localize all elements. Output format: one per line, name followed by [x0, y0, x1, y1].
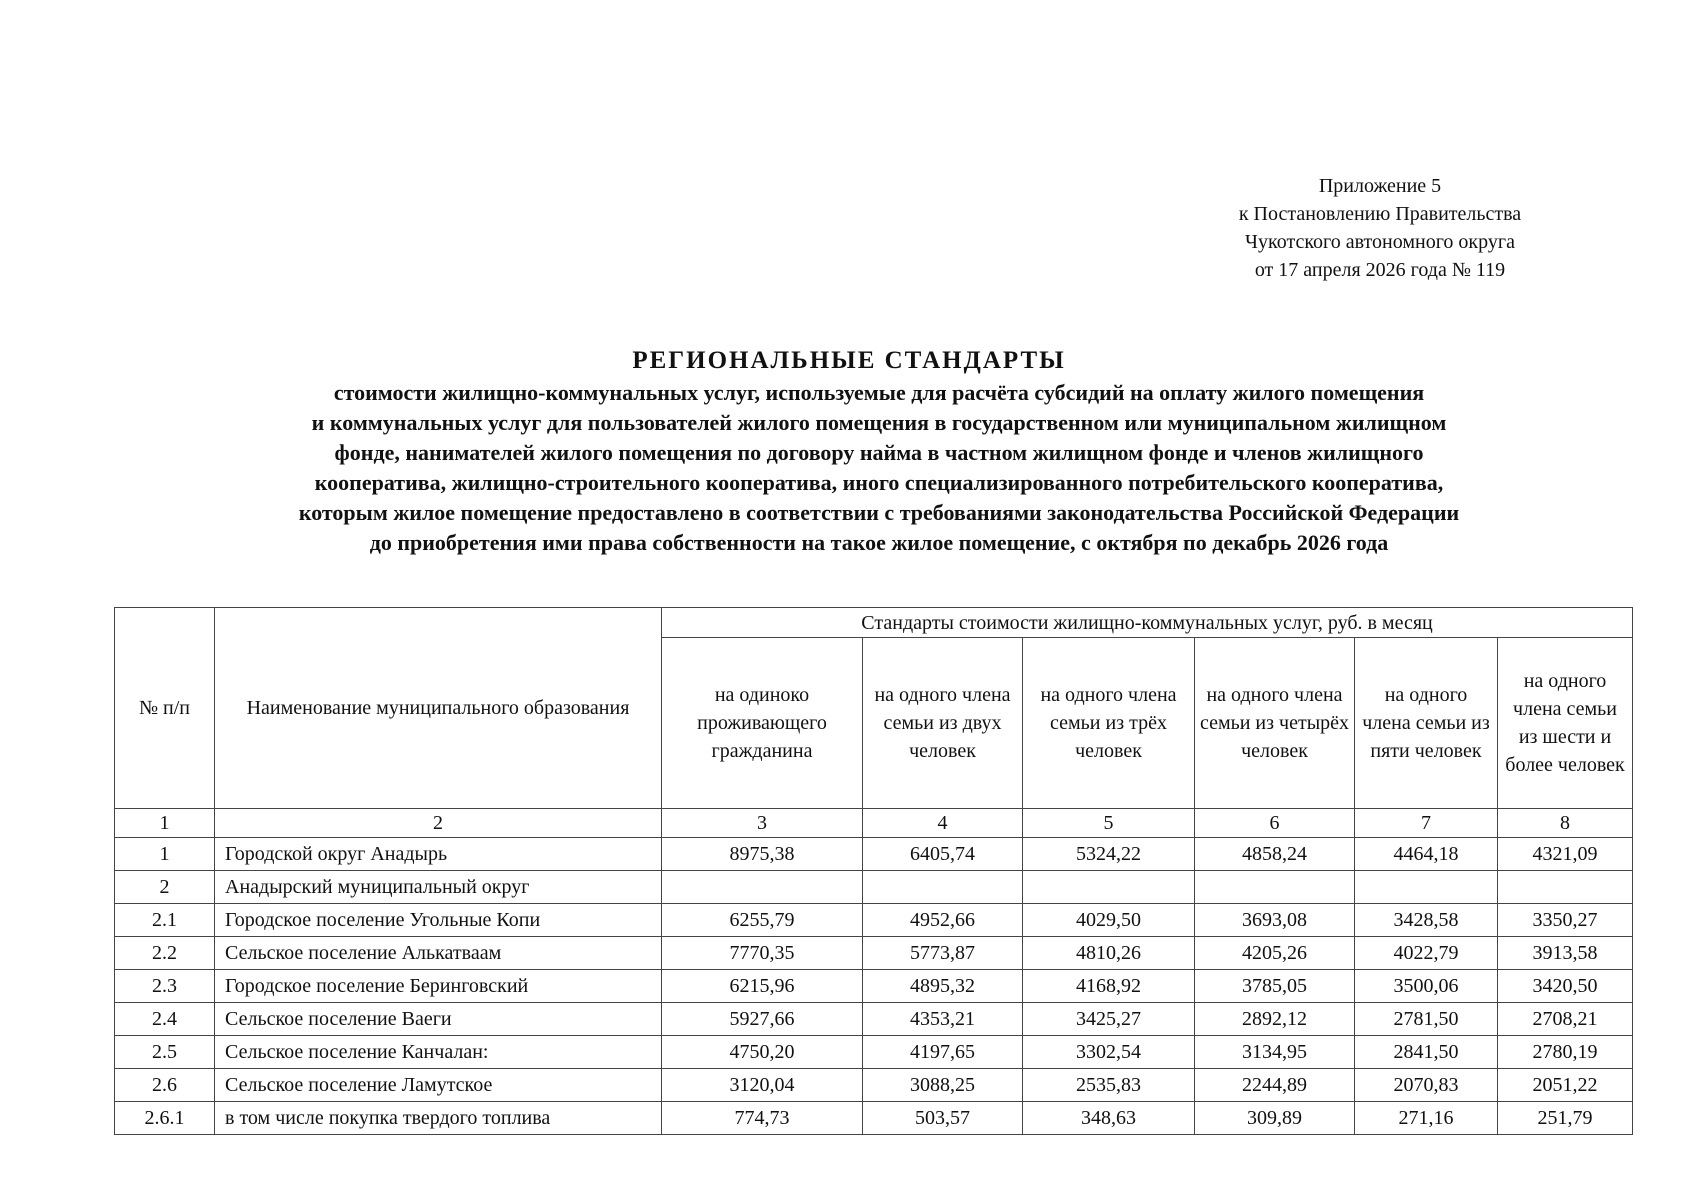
column-number: 7: [1355, 809, 1498, 838]
standard-value: 4353,21: [863, 1003, 1023, 1036]
row-number: 2.6: [115, 1069, 215, 1102]
standard-value: [863, 871, 1023, 904]
municipality-name: Сельское поселение Ламутское: [215, 1069, 662, 1102]
standard-value: 503,57: [863, 1102, 1023, 1135]
standard-value: 4168,92: [1023, 970, 1195, 1003]
standard-value: [1355, 871, 1498, 904]
standard-value: 3785,05: [1195, 970, 1355, 1003]
subtitle-line: стоимости жилищно-коммунальных услуг, используемые для расчёта субсидий на оплату жилого помещения: [333, 380, 1425, 405]
subtitle-line: которым жилое помещение предоставлено в соответствии с требованиями законодательства Российской Федерации: [298, 500, 1460, 525]
standard-value: 2892,12: [1195, 1003, 1355, 1036]
table-row: [115, 1036, 1633, 1069]
standard-value: 3134,95: [1195, 1036, 1355, 1069]
municipality-name: Городское поселение Угольные Копи: [215, 904, 662, 937]
header-family-of-six-plus: на одного члена семьи из шести и более человек: [1498, 638, 1633, 809]
table-row: [115, 904, 1633, 937]
standard-value: 4464,18: [1355, 838, 1498, 871]
appendix-line: к Постановлению Правительства: [1238, 203, 1522, 225]
standard-value: 271,16: [1355, 1102, 1498, 1135]
table-row: [115, 937, 1633, 970]
row-number: 1: [115, 838, 215, 871]
standard-value: 3913,58: [1498, 937, 1633, 970]
subtitle-line: фонде, нанимателей жилого помещения по договору найма в частном жилищном фонде и членов жилищного: [334, 440, 1424, 465]
subtitle-line: до приобретения ими права собственности на такое жилое помещение, с октября по декабрь 2026 года: [369, 530, 1389, 555]
standard-value: 4858,24: [1195, 838, 1355, 871]
standard-value: 5324,22: [1023, 838, 1195, 871]
standard-value: 3350,27: [1498, 904, 1633, 937]
standard-value: 2244,89: [1195, 1069, 1355, 1102]
header-municipality-name: Наименование муниципального образования: [215, 608, 662, 809]
standard-value: [1023, 871, 1195, 904]
standard-value: 4205,26: [1195, 937, 1355, 970]
standard-value: 2780,19: [1498, 1036, 1633, 1069]
standard-value: 6255,79: [662, 904, 863, 937]
row-number: 2.6.1: [115, 1102, 215, 1135]
table-row: [115, 838, 1633, 871]
standard-value: 5927,66: [662, 1003, 863, 1036]
standard-value: 2051,22: [1498, 1069, 1633, 1102]
standard-value: 3088,25: [863, 1069, 1023, 1102]
column-number: 5: [1023, 809, 1195, 838]
column-number: 8: [1498, 809, 1633, 838]
header-number: № п/п: [115, 608, 215, 809]
row-number: 2: [115, 871, 215, 904]
standard-value: 2841,50: [1355, 1036, 1498, 1069]
standard-value: 4952,66: [863, 904, 1023, 937]
municipality-name: Городское поселение Беринговский: [215, 970, 662, 1003]
row-number: 2.5: [115, 1036, 215, 1069]
municipality-name: Сельское поселение Алькатваам: [215, 937, 662, 970]
standard-value: 2535,83: [1023, 1069, 1195, 1102]
header-family-of-five: на одного члена семьи из пяти человек: [1355, 638, 1498, 809]
standard-value: 4022,79: [1355, 937, 1498, 970]
standard-value: 3425,27: [1023, 1003, 1195, 1036]
subtitle-line: кооператива, жилищно-строительного кооператива, иного специализированного потребительского кооператива,: [314, 470, 1444, 495]
appendix-line: Приложение 5: [1318, 175, 1442, 197]
standard-value: 6405,74: [863, 838, 1023, 871]
standard-value: 2070,83: [1355, 1069, 1498, 1102]
standard-value: 774,73: [662, 1102, 863, 1135]
table-row: [115, 970, 1633, 1003]
standard-value: 4810,26: [1023, 937, 1195, 970]
appendix-block: [1200, 172, 1560, 284]
header-single-resident: на одиноко проживающего гражданина: [662, 638, 863, 809]
standard-value: 3420,50: [1498, 970, 1633, 1003]
municipality-name: в том числе покупка твердого топлива: [215, 1102, 662, 1135]
standard-value: 4197,65: [863, 1036, 1023, 1069]
standard-value: 3693,08: [1195, 904, 1355, 937]
standard-value: 3428,58: [1355, 904, 1498, 937]
standard-value: 309,89: [1195, 1102, 1355, 1135]
standard-value: [1498, 871, 1633, 904]
column-number: 3: [662, 809, 863, 838]
document-subtitle: [60, 378, 1698, 558]
table-row: [115, 1003, 1633, 1036]
standard-value: 6215,96: [662, 970, 863, 1003]
row-number: 2.3: [115, 970, 215, 1003]
appendix-line: от 17 апреля 2026 года № 119: [1254, 259, 1506, 281]
standard-value: 4750,20: [662, 1036, 863, 1069]
row-number: 2.2: [115, 937, 215, 970]
standard-value: [1195, 871, 1355, 904]
standard-value: 7770,35: [662, 937, 863, 970]
standard-value: 3500,06: [1355, 970, 1498, 1003]
column-number: 2: [215, 809, 662, 838]
standard-value: 3120,04: [662, 1069, 863, 1102]
standard-value: 251,79: [1498, 1102, 1633, 1135]
document-title: РЕГИОНАЛЬНЫЕ СТАНДАРТЫ: [632, 347, 1066, 374]
row-number: 2.1: [115, 904, 215, 937]
standard-value: [662, 871, 863, 904]
standard-value: 4029,50: [1023, 904, 1195, 937]
table-row: [115, 1069, 1633, 1102]
subtitle-line: и коммунальных услуг для пользователей жилого помещения в государственном или муниципальном жилищном: [311, 410, 1447, 435]
standard-value: 3302,54: [1023, 1036, 1195, 1069]
table-row: [115, 871, 1633, 904]
column-number-row: [115, 809, 1633, 838]
header-family-of-two: на одного члена семьи из двух человек: [863, 638, 1023, 809]
standard-value: 348,63: [1023, 1102, 1195, 1135]
standard-value: 8975,38: [662, 838, 863, 871]
standards-table: [114, 607, 1633, 1135]
municipality-name: Сельское поселение Канчалан:: [215, 1036, 662, 1069]
column-number: 6: [1195, 809, 1355, 838]
standard-value: 2708,21: [1498, 1003, 1633, 1036]
column-number: 4: [863, 809, 1023, 838]
appendix-line: Чукотского автономного округа: [1245, 231, 1515, 253]
row-number: 2.4: [115, 1003, 215, 1036]
municipality-name: Анадырский муниципальный округ: [215, 871, 662, 904]
municipality-name: Сельское поселение Ваеги: [215, 1003, 662, 1036]
header-family-of-four: на одного члена семьи из четырёх человек: [1195, 638, 1355, 809]
standard-value: 4895,32: [863, 970, 1023, 1003]
municipality-name: Городской округ Анадырь: [215, 838, 662, 871]
header-standards-group: Стандарты стоимости жилищно-коммунальных услуг, руб. в месяц: [662, 608, 1633, 638]
table-row: [115, 1102, 1633, 1135]
standard-value: 5773,87: [863, 937, 1023, 970]
standard-value: 2781,50: [1355, 1003, 1498, 1036]
header-family-of-three: на одного члена семьи из трёх человек: [1023, 638, 1195, 809]
column-number: 1: [115, 809, 215, 838]
standard-value: 4321,09: [1498, 838, 1633, 871]
